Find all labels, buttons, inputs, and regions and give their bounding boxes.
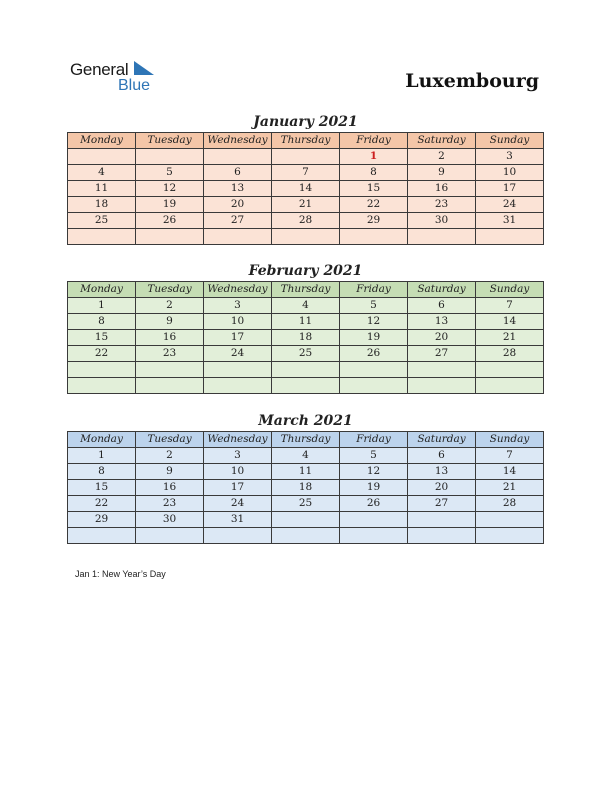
day-cell: 11 [272, 464, 340, 480]
day-cell: 14 [476, 314, 544, 330]
weekday-header: Thursday [272, 432, 340, 448]
day-cell: 21 [272, 197, 340, 213]
week-row [68, 346, 544, 362]
weekday-header: Saturday [408, 432, 476, 448]
weekday-header: Saturday [408, 282, 476, 298]
day-cell: 29 [68, 512, 136, 528]
day-cell: 28 [272, 213, 340, 229]
day-cell: 22 [68, 496, 136, 512]
day-cell [136, 362, 204, 378]
day-cell: 27 [408, 496, 476, 512]
weekday-header: Wednesday [204, 133, 272, 149]
day-cell: 3 [204, 448, 272, 464]
month-title: February 2021 [248, 263, 363, 279]
day-cell: 27 [408, 346, 476, 362]
day-cell: 19 [340, 330, 408, 346]
weekday-header: Friday [340, 133, 408, 149]
day-cell: 25 [68, 213, 136, 229]
weekday-header: Sunday [476, 282, 544, 298]
day-cell [272, 378, 340, 394]
week-row [68, 464, 544, 480]
day-cell: 11 [68, 181, 136, 197]
day-cell [136, 528, 204, 544]
weekday-header-row [68, 432, 544, 448]
day-cell [476, 512, 544, 528]
day-cell: 16 [408, 181, 476, 197]
day-cell [68, 229, 136, 245]
week-row [68, 512, 544, 528]
day-cell [476, 378, 544, 394]
weekday-header: Sunday [476, 432, 544, 448]
calendar-february [67, 261, 544, 394]
month-grid [67, 431, 544, 544]
weekday-header: Wednesday [204, 282, 272, 298]
weekday-header: Friday [340, 432, 408, 448]
day-cell: 8 [68, 464, 136, 480]
week-row [68, 213, 544, 229]
day-cell: 27 [204, 213, 272, 229]
day-cell [340, 362, 408, 378]
day-cell: 7 [272, 165, 340, 181]
day-cell: 2 [136, 448, 204, 464]
day-cell [408, 229, 476, 245]
day-cell: 17 [204, 330, 272, 346]
logo-text-blue: Blue [118, 77, 151, 94]
day-cell: 12 [136, 181, 204, 197]
day-cell: 15 [340, 181, 408, 197]
day-cell [408, 378, 476, 394]
day-cell: 18 [272, 480, 340, 496]
day-cell: 13 [204, 181, 272, 197]
day-cell [204, 378, 272, 394]
day-cell: 15 [68, 480, 136, 496]
day-cell: 15 [68, 330, 136, 346]
day-cell: 18 [68, 197, 136, 213]
day-cell: 24 [204, 496, 272, 512]
day-cell: 21 [476, 480, 544, 496]
day-cell: 17 [476, 181, 544, 197]
day-cell: 10 [476, 165, 544, 181]
day-cell: 18 [272, 330, 340, 346]
week-row [68, 496, 544, 512]
day-cell: 6 [408, 298, 476, 314]
day-cell: 2 [408, 149, 476, 165]
day-cell [204, 528, 272, 544]
day-cell: 26 [136, 213, 204, 229]
day-cell: 26 [340, 346, 408, 362]
week-row [68, 229, 544, 245]
day-cell [408, 512, 476, 528]
day-cell: 12 [340, 464, 408, 480]
day-cell: 5 [340, 448, 408, 464]
day-cell: 8 [340, 165, 408, 181]
week-row [68, 298, 544, 314]
day-cell: 31 [204, 512, 272, 528]
day-cell [476, 229, 544, 245]
day-cell: 21 [476, 330, 544, 346]
day-cell: 1 [340, 149, 408, 165]
week-row [68, 480, 544, 496]
day-cell: 17 [204, 480, 272, 496]
day-cell: 4 [272, 448, 340, 464]
day-cell: 4 [68, 165, 136, 181]
holiday-note: Jan 1: New Year’s Day [75, 569, 166, 579]
day-cell: 4 [272, 298, 340, 314]
logo-text-general: General [70, 60, 129, 79]
country-title: Luxembourg [405, 70, 539, 92]
day-cell [340, 229, 408, 245]
week-row [68, 528, 544, 544]
day-cell [408, 528, 476, 544]
day-cell: 28 [476, 346, 544, 362]
day-cell: 30 [408, 213, 476, 229]
day-cell: 24 [476, 197, 544, 213]
day-cell [340, 528, 408, 544]
weekday-header: Monday [68, 432, 136, 448]
day-cell: 19 [136, 197, 204, 213]
day-cell [272, 528, 340, 544]
day-cell: 19 [340, 480, 408, 496]
day-cell: 6 [204, 165, 272, 181]
day-cell: 14 [476, 464, 544, 480]
calendar-march [67, 411, 544, 544]
weekday-header: Tuesday [136, 133, 204, 149]
day-cell: 12 [340, 314, 408, 330]
day-cell: 5 [340, 298, 408, 314]
day-cell: 26 [340, 496, 408, 512]
day-cell: 20 [408, 330, 476, 346]
day-cell: 3 [476, 149, 544, 165]
day-cell: 24 [204, 346, 272, 362]
holiday-notes [75, 569, 166, 579]
day-cell [340, 512, 408, 528]
day-cell: 5 [136, 165, 204, 181]
day-cell [68, 528, 136, 544]
weekday-header: Monday [68, 282, 136, 298]
day-cell [272, 229, 340, 245]
day-cell: 23 [136, 346, 204, 362]
month-title: January 2021 [253, 114, 358, 130]
day-cell: 16 [136, 480, 204, 496]
day-cell [68, 149, 136, 165]
week-row [68, 197, 544, 213]
day-cell: 14 [272, 181, 340, 197]
weekday-header: Thursday [272, 133, 340, 149]
day-cell [272, 362, 340, 378]
month-grid [67, 132, 544, 245]
day-cell: 10 [204, 314, 272, 330]
day-cell [204, 149, 272, 165]
day-cell [272, 512, 340, 528]
day-cell [476, 362, 544, 378]
day-cell [340, 378, 408, 394]
day-cell: 6 [408, 448, 476, 464]
weekday-header: Friday [340, 282, 408, 298]
day-cell: 11 [272, 314, 340, 330]
weekday-header-row [68, 133, 544, 149]
day-cell: 7 [476, 448, 544, 464]
day-cell [136, 378, 204, 394]
week-row [68, 149, 544, 165]
day-cell: 13 [408, 314, 476, 330]
day-cell: 28 [476, 496, 544, 512]
day-cell [204, 229, 272, 245]
day-cell [136, 229, 204, 245]
month-grid [67, 281, 544, 394]
day-cell [68, 362, 136, 378]
day-cell: 10 [204, 464, 272, 480]
day-cell: 1 [68, 298, 136, 314]
day-cell [136, 149, 204, 165]
weekday-header-row [68, 282, 544, 298]
week-row [68, 314, 544, 330]
generalblue-logo [70, 60, 170, 96]
weekday-header: Saturday [408, 133, 476, 149]
weekday-header: Monday [68, 133, 136, 149]
weekday-header: Wednesday [204, 432, 272, 448]
day-cell [68, 378, 136, 394]
month-title: March 2021 [258, 413, 353, 429]
day-cell [272, 149, 340, 165]
day-cell: 20 [204, 197, 272, 213]
day-cell: 1 [68, 448, 136, 464]
day-cell: 22 [68, 346, 136, 362]
week-row [68, 165, 544, 181]
week-row [68, 181, 544, 197]
week-row [68, 378, 544, 394]
day-cell: 9 [136, 464, 204, 480]
day-cell: 31 [476, 213, 544, 229]
weekday-header: Tuesday [136, 432, 204, 448]
day-cell: 9 [408, 165, 476, 181]
day-cell: 23 [136, 496, 204, 512]
day-cell: 16 [136, 330, 204, 346]
logo-triangle-icon [134, 61, 154, 75]
week-row [68, 330, 544, 346]
day-cell [204, 362, 272, 378]
day-cell: 25 [272, 496, 340, 512]
day-cell: 25 [272, 346, 340, 362]
day-cell: 3 [204, 298, 272, 314]
day-cell: 13 [408, 464, 476, 480]
day-cell: 2 [136, 298, 204, 314]
day-cell: 9 [136, 314, 204, 330]
week-row [68, 448, 544, 464]
day-cell: 30 [136, 512, 204, 528]
day-cell: 7 [476, 298, 544, 314]
day-cell: 20 [408, 480, 476, 496]
week-row [68, 362, 544, 378]
weekday-header: Sunday [476, 133, 544, 149]
day-cell [476, 528, 544, 544]
day-cell: 22 [340, 197, 408, 213]
day-cell: 23 [408, 197, 476, 213]
weekday-header: Thursday [272, 282, 340, 298]
day-cell: 8 [68, 314, 136, 330]
day-cell: 29 [340, 213, 408, 229]
weekday-header: Tuesday [136, 282, 204, 298]
calendar-january [67, 112, 544, 245]
day-cell [408, 362, 476, 378]
